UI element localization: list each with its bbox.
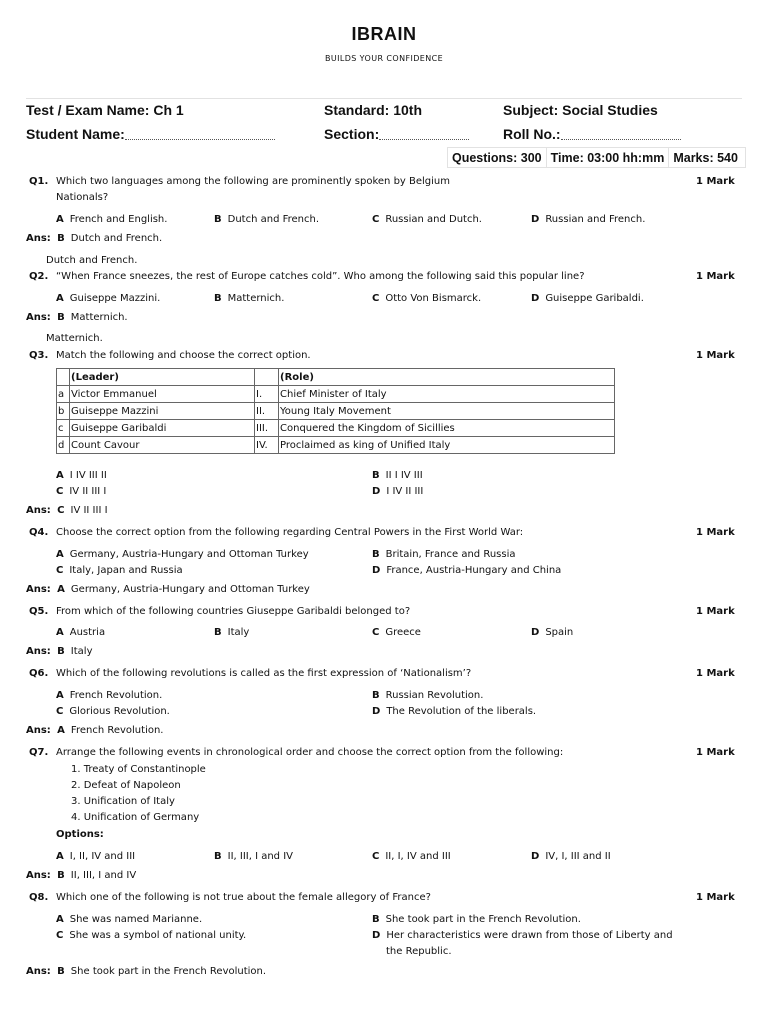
q7-number: Q7. — [29, 747, 49, 758]
q6-option-c: C Glorious Revolution. — [56, 706, 170, 717]
subject: Subject: Social Studies — [503, 102, 658, 118]
table-row — [57, 420, 615, 437]
total-marks: Marks: 540 — [668, 148, 742, 167]
q3-mark: 1 Mark — [696, 350, 735, 361]
q7-mark: 1 Mark — [696, 747, 735, 758]
q1-option-c: C Russian and Dutch. — [372, 214, 482, 225]
q1-option-d: D Russian and French. — [531, 214, 646, 225]
role-cell: Young Italy Movement — [279, 403, 615, 420]
table-row — [57, 386, 615, 403]
q4-option-d: D France, Austria-Hungary and China — [372, 565, 562, 576]
table-row — [57, 437, 615, 454]
q7-answer: Ans: B II, III, I and IV — [26, 870, 137, 881]
student-name-blank — [125, 127, 275, 140]
q2-number: Q2. — [29, 271, 49, 282]
q1-text-cont: Nationals? — [56, 192, 109, 203]
test-name: Test / Exam Name: Ch 1 — [26, 102, 184, 118]
table-cell — [57, 369, 70, 386]
q6-number: Q6. — [29, 668, 49, 679]
role-cell: Conquered the Kingdom of Sicillies — [279, 420, 615, 437]
q7-list-item: 2. Defeat of Napoleon — [71, 780, 181, 791]
q6-mark: 1 Mark — [696, 668, 735, 679]
table-header-role: (Role) — [279, 369, 615, 386]
q2-option-a: A Guiseppe Mazzini. — [56, 293, 161, 304]
row-key: d — [57, 437, 70, 454]
q7-option-b: B II, III, I and IV — [214, 851, 293, 862]
q8-option-d-cont: the Republic. — [386, 946, 452, 957]
section-blank — [379, 127, 469, 140]
student-name-label: Student Name: — [26, 126, 125, 142]
q8-text: Which one of the following is not true about the female allegory of France? — [56, 892, 431, 903]
q5-option-d: D Spain — [531, 627, 574, 638]
leader-cell: Count Cavour — [70, 437, 255, 454]
q8-option-b: B She took part in the French Revolution. — [372, 914, 581, 925]
q4-option-c: C Italy, Japan and Russia — [56, 565, 183, 576]
q4-text: Choose the correct option from the following regarding Central Powers in the First World War: — [56, 527, 524, 538]
q2-option-c: C Otto Von Bismarck. — [372, 293, 482, 304]
exam-stats — [447, 147, 746, 168]
q4-mark: 1 Mark — [696, 527, 735, 538]
q6-answer: Ans: A French Revolution. — [26, 725, 164, 736]
q7-list-item: 1. Treaty of Constantinople — [71, 764, 206, 775]
q7-list-item: 3. Unification of Italy — [71, 796, 175, 807]
q3-option-c: C IV II III I — [56, 486, 107, 497]
section-field — [324, 126, 469, 142]
q3-answer: Ans: C IV II III I — [26, 505, 108, 516]
q1-option-a: A French and English. — [56, 214, 168, 225]
q8-answer: Ans: B She took part in the French Revolution. — [26, 966, 267, 977]
table-header-leader: (Leader) — [70, 369, 255, 386]
row-key: c — [57, 420, 70, 437]
q4-number: Q4. — [29, 527, 49, 538]
roll-blank — [561, 127, 681, 140]
q8-number: Q8. — [29, 892, 49, 903]
q1-mark: 1 Mark — [696, 176, 735, 187]
q3-option-d: D I IV II III — [372, 486, 424, 497]
header-divider — [26, 98, 742, 99]
roman-key: III. — [255, 420, 279, 437]
q7-text: Arrange the following events in chronological order and choose the correct option from the following: — [56, 747, 564, 758]
q3-option-a: A I IV III II — [56, 470, 107, 481]
roman-key: II. — [255, 403, 279, 420]
q5-option-c: C Greece — [372, 627, 421, 638]
q7-list-item: 4. Unification of Germany — [71, 812, 200, 823]
roll-field — [503, 126, 681, 142]
time-limit: Time: 03:00 hh:mm — [546, 148, 669, 167]
role-cell: Proclaimed as king of Unified Italy — [279, 437, 615, 454]
q3-text: Match the following and choose the correct option. — [56, 350, 311, 361]
q8-option-d: D Her characteristics were drawn from those of Liberty and — [372, 930, 673, 941]
section-label: Section: — [324, 126, 380, 142]
q1-answer: Ans: B Dutch and French. — [26, 233, 163, 244]
q6-option-d: D The Revolution of the liberals. — [372, 706, 537, 717]
q7-option-d: D IV, I, III and II — [531, 851, 611, 862]
brand-tagline: BUILDS YOUR CONFIDENCE — [324, 54, 444, 63]
table-cell — [255, 369, 279, 386]
q8-mark: 1 Mark — [696, 892, 735, 903]
student-name-field — [26, 126, 275, 142]
role-cell: Chief Minister of Italy — [279, 386, 615, 403]
q2-answer: Ans: B Matternich. — [26, 312, 128, 323]
q2-mark: 1 Mark — [696, 271, 735, 282]
q4-option-a: A Germany, Austria-Hungary and Ottoman Turkey — [56, 549, 309, 560]
brand-title: IBRAIN — [351, 24, 417, 44]
q5-option-a: A Austria — [56, 627, 106, 638]
q5-option-b: B Italy — [214, 627, 250, 638]
q6-option-a: A French Revolution. — [56, 690, 163, 701]
roman-key: I. — [255, 386, 279, 403]
questions-count: Questions: 300 — [452, 150, 542, 165]
q2-option-d: D Guiseppe Garibaldi. — [531, 293, 644, 304]
q6-option-b: B Russian Revolution. — [372, 690, 484, 701]
q2-option-b: B Matternich. — [214, 293, 285, 304]
q1-text: Which two languages among the following are prominently spoken by Belgium — [56, 176, 451, 187]
q4-answer: Ans: A Germany, Austria-Hungary and Ottoman Turkey — [26, 584, 310, 595]
row-key: a — [57, 386, 70, 403]
roll-label: Roll No.: — [503, 126, 561, 142]
q2-text: “When France sneezes, the rest of Europe catches cold”. Who among the following said this popular line? — [56, 271, 585, 282]
q3-number: Q3. — [29, 350, 49, 361]
q2-explanation: Matternich. — [46, 333, 103, 344]
q5-number: Q5. — [29, 606, 49, 617]
q5-text: From which of the following countries Giuseppe Garibaldi belonged to? — [56, 606, 411, 617]
leader-cell: Guiseppe Mazzini — [70, 403, 255, 420]
q1-number: Q1. — [29, 176, 49, 187]
standard: Standard: 10th — [324, 102, 423, 118]
q6-text: Which of the following revolutions is called as the first expression of ‘Nationalism’? — [56, 668, 472, 679]
q3-option-b: B II I IV III — [372, 470, 423, 481]
q5-mark: 1 Mark — [696, 606, 735, 617]
q8-option-a: A She was named Marianne. — [56, 914, 203, 925]
q1-explanation: Dutch and French. — [46, 255, 138, 266]
q7-option-a: A I, II, IV and III — [56, 851, 136, 862]
match-table — [56, 368, 615, 454]
q4-option-b: B Britain, France and Russia — [372, 549, 516, 560]
q8-option-c: C She was a symbol of national unity. — [56, 930, 247, 941]
match-table-header — [57, 369, 615, 386]
leader-cell: Guiseppe Garibaldi — [70, 420, 255, 437]
leader-cell: Victor Emmanuel — [70, 386, 255, 403]
q7-option-c: C II, I, IV and III — [372, 851, 451, 862]
roman-key: IV. — [255, 437, 279, 454]
q5-answer: Ans: B Italy — [26, 646, 93, 657]
row-key: b — [57, 403, 70, 420]
q1-option-b: B Dutch and French. — [214, 214, 320, 225]
q7-options-label: Options: — [56, 829, 104, 840]
table-row — [57, 403, 615, 420]
